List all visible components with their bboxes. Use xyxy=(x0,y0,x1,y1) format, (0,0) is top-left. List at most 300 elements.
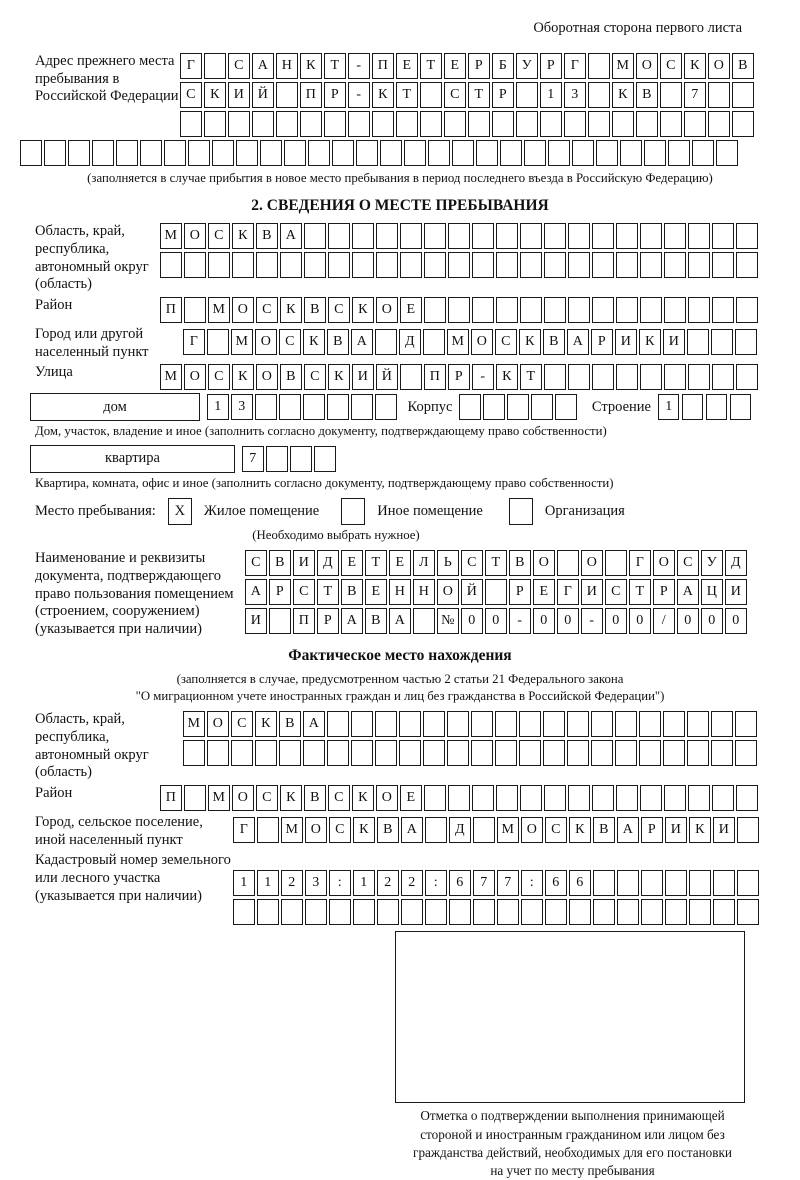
char-cell[interactable]: № xyxy=(437,608,459,634)
char-cell[interactable] xyxy=(351,394,373,420)
char-cell[interactable]: Т xyxy=(629,579,651,605)
char-cell[interactable]: Д xyxy=(449,817,471,843)
char-cell[interactable] xyxy=(496,252,518,278)
char-cell[interactable]: Б xyxy=(492,53,514,79)
char-cell[interactable] xyxy=(236,140,258,166)
char-cell[interactable] xyxy=(423,711,445,737)
char-cell[interactable]: Г xyxy=(629,550,651,576)
char-cell[interactable]: Т xyxy=(317,579,339,605)
char-cell[interactable] xyxy=(376,223,398,249)
char-cell[interactable] xyxy=(329,899,351,925)
char-cell[interactable] xyxy=(712,223,734,249)
char-cell[interactable]: О xyxy=(533,550,555,576)
char-cell[interactable] xyxy=(375,394,397,420)
char-cell[interactable]: К xyxy=(303,329,325,355)
char-cell[interactable] xyxy=(615,740,637,766)
char-cell[interactable]: Т xyxy=(324,53,346,79)
char-cell[interactable] xyxy=(212,140,234,166)
char-cell[interactable] xyxy=(519,740,541,766)
char-cell[interactable] xyxy=(423,740,445,766)
char-cell[interactable]: : xyxy=(521,870,543,896)
char-cell[interactable] xyxy=(116,140,138,166)
char-cell[interactable]: С xyxy=(245,550,267,576)
char-cell[interactable]: Н xyxy=(413,579,435,605)
char-cell[interactable] xyxy=(664,297,686,323)
char-cell[interactable] xyxy=(472,785,494,811)
char-cell[interactable]: Р xyxy=(591,329,613,355)
char-cell[interactable] xyxy=(428,140,450,166)
char-cell[interactable] xyxy=(712,364,734,390)
char-cell[interactable] xyxy=(520,252,542,278)
char-cell[interactable]: 7 xyxy=(684,82,706,108)
char-cell[interactable] xyxy=(617,870,639,896)
char-cell[interactable] xyxy=(447,740,469,766)
char-cell[interactable]: О xyxy=(376,785,398,811)
char-cell[interactable]: Й xyxy=(252,82,274,108)
char-cell[interactable]: С xyxy=(328,785,350,811)
char-cell[interactable] xyxy=(615,711,637,737)
char-cell[interactable] xyxy=(644,140,666,166)
char-cell[interactable]: Д xyxy=(317,550,339,576)
char-cell[interactable] xyxy=(711,329,733,355)
char-cell[interactable] xyxy=(471,740,493,766)
char-cell[interactable]: С xyxy=(605,579,627,605)
char-cell[interactable]: 0 xyxy=(677,608,699,634)
char-cell[interactable]: В xyxy=(636,82,658,108)
char-cell[interactable]: 7 xyxy=(473,870,495,896)
char-cell[interactable]: П xyxy=(372,53,394,79)
char-cell[interactable]: 1 xyxy=(353,870,375,896)
char-cell[interactable]: С xyxy=(328,297,350,323)
char-cell[interactable]: 1 xyxy=(257,870,279,896)
char-cell[interactable] xyxy=(471,711,493,737)
char-cell[interactable]: А xyxy=(389,608,411,634)
char-cell[interactable]: С xyxy=(304,364,326,390)
char-cell[interactable] xyxy=(688,297,710,323)
char-cell[interactable] xyxy=(543,711,565,737)
char-cell[interactable]: Н xyxy=(389,579,411,605)
char-cell[interactable]: О xyxy=(184,364,206,390)
char-cell[interactable]: 7 xyxy=(497,870,519,896)
char-cell[interactable]: В xyxy=(593,817,615,843)
char-cell[interactable] xyxy=(735,711,757,737)
char-cell[interactable] xyxy=(737,817,759,843)
char-cell[interactable] xyxy=(736,785,758,811)
char-cell[interactable] xyxy=(348,111,370,137)
char-cell[interactable] xyxy=(188,140,210,166)
char-cell[interactable] xyxy=(448,785,470,811)
char-cell[interactable]: Е xyxy=(389,550,411,576)
char-cell[interactable] xyxy=(708,82,730,108)
char-cell[interactable]: О xyxy=(207,711,229,737)
char-cell[interactable] xyxy=(207,329,229,355)
char-cell[interactable] xyxy=(400,223,422,249)
char-cell[interactable] xyxy=(568,223,590,249)
char-cell[interactable] xyxy=(424,297,446,323)
char-cell[interactable] xyxy=(640,785,662,811)
char-cell[interactable] xyxy=(164,140,186,166)
char-cell[interactable] xyxy=(372,111,394,137)
char-cell[interactable]: Т xyxy=(420,53,442,79)
char-cell[interactable] xyxy=(449,899,471,925)
char-cell[interactable] xyxy=(420,82,442,108)
char-cell[interactable] xyxy=(507,394,529,420)
char-cell[interactable] xyxy=(568,252,590,278)
char-cell[interactable] xyxy=(716,140,738,166)
char-cell[interactable]: - xyxy=(348,82,370,108)
char-cell[interactable] xyxy=(711,711,733,737)
char-cell[interactable]: О xyxy=(232,785,254,811)
char-cell[interactable] xyxy=(660,82,682,108)
char-cell[interactable] xyxy=(92,140,114,166)
char-cell[interactable]: К xyxy=(232,364,254,390)
char-cell[interactable] xyxy=(736,223,758,249)
char-cell[interactable] xyxy=(472,297,494,323)
char-cell[interactable] xyxy=(735,329,757,355)
char-cell[interactable] xyxy=(605,550,627,576)
char-cell[interactable]: О xyxy=(256,364,278,390)
char-cell[interactable]: У xyxy=(516,53,538,79)
char-cell[interactable]: С xyxy=(208,364,230,390)
char-cell[interactable]: М xyxy=(183,711,205,737)
checkbox-residential[interactable]: X xyxy=(168,498,192,525)
char-cell[interactable] xyxy=(452,140,474,166)
char-cell[interactable] xyxy=(712,252,734,278)
char-cell[interactable] xyxy=(399,711,421,737)
char-cell[interactable]: Т xyxy=(520,364,542,390)
char-cell[interactable]: М xyxy=(160,223,182,249)
char-cell[interactable] xyxy=(184,297,206,323)
char-cell[interactable]: О xyxy=(636,53,658,79)
char-cell[interactable]: - xyxy=(472,364,494,390)
char-cell[interactable] xyxy=(208,252,230,278)
char-cell[interactable] xyxy=(375,329,397,355)
char-cell[interactable]: Е xyxy=(396,53,418,79)
char-cell[interactable] xyxy=(483,394,505,420)
char-cell[interactable]: М xyxy=(447,329,469,355)
char-cell[interactable]: В xyxy=(509,550,531,576)
char-cell[interactable]: 1 xyxy=(207,394,229,420)
char-cell[interactable]: М xyxy=(160,364,182,390)
char-cell[interactable] xyxy=(207,740,229,766)
char-cell[interactable] xyxy=(568,297,590,323)
char-cell[interactable] xyxy=(737,870,759,896)
house-type-box[interactable]: дом xyxy=(30,393,200,421)
char-cell[interactable] xyxy=(687,329,709,355)
char-cell[interactable] xyxy=(280,252,302,278)
char-cell[interactable] xyxy=(557,550,579,576)
char-cell[interactable] xyxy=(304,223,326,249)
char-cell[interactable] xyxy=(592,785,614,811)
char-cell[interactable]: А xyxy=(280,223,302,249)
char-cell[interactable]: С xyxy=(444,82,466,108)
char-cell[interactable] xyxy=(569,899,591,925)
char-cell[interactable] xyxy=(524,140,546,166)
char-cell[interactable] xyxy=(496,785,518,811)
char-cell[interactable]: С xyxy=(461,550,483,576)
char-cell[interactable] xyxy=(308,140,330,166)
char-cell[interactable] xyxy=(689,870,711,896)
char-cell[interactable]: И xyxy=(352,364,374,390)
char-cell[interactable] xyxy=(284,140,306,166)
char-cell[interactable] xyxy=(639,711,661,737)
char-cell[interactable] xyxy=(68,140,90,166)
char-cell[interactable]: И xyxy=(245,608,267,634)
char-cell[interactable] xyxy=(688,252,710,278)
char-cell[interactable]: Е xyxy=(365,579,387,605)
apartment-type-box[interactable]: квартира xyxy=(30,445,235,473)
char-cell[interactable] xyxy=(376,252,398,278)
char-cell[interactable] xyxy=(572,140,594,166)
char-cell[interactable]: С xyxy=(545,817,567,843)
char-cell[interactable] xyxy=(424,223,446,249)
char-cell[interactable]: М xyxy=(612,53,634,79)
char-cell[interactable]: К xyxy=(569,817,591,843)
char-cell[interactable] xyxy=(520,223,542,249)
char-cell[interactable] xyxy=(472,223,494,249)
char-cell[interactable] xyxy=(688,785,710,811)
char-cell[interactable] xyxy=(689,899,711,925)
char-cell[interactable]: 1 xyxy=(233,870,255,896)
char-cell[interactable] xyxy=(140,140,162,166)
char-cell[interactable]: И xyxy=(581,579,603,605)
char-cell[interactable] xyxy=(332,140,354,166)
char-cell[interactable] xyxy=(664,364,686,390)
char-cell[interactable]: С xyxy=(228,53,250,79)
char-cell[interactable] xyxy=(640,364,662,390)
char-cell[interactable]: Р xyxy=(641,817,663,843)
char-cell[interactable] xyxy=(324,111,346,137)
char-cell[interactable] xyxy=(448,252,470,278)
char-cell[interactable]: В xyxy=(304,297,326,323)
char-cell[interactable] xyxy=(730,394,752,420)
char-cell[interactable]: Д xyxy=(399,329,421,355)
char-cell[interactable]: Ь xyxy=(437,550,459,576)
char-cell[interactable] xyxy=(496,223,518,249)
char-cell[interactable] xyxy=(255,740,277,766)
char-cell[interactable]: 7 xyxy=(242,446,264,472)
char-cell[interactable]: В xyxy=(327,329,349,355)
char-cell[interactable] xyxy=(665,899,687,925)
char-cell[interactable] xyxy=(404,140,426,166)
char-cell[interactable]: П xyxy=(160,785,182,811)
char-cell[interactable]: К xyxy=(352,785,374,811)
char-cell[interactable]: С xyxy=(256,297,278,323)
char-cell[interactable] xyxy=(497,899,519,925)
char-cell[interactable]: 1 xyxy=(540,82,562,108)
char-cell[interactable]: К xyxy=(689,817,711,843)
char-cell[interactable]: Т xyxy=(485,550,507,576)
char-cell[interactable] xyxy=(400,252,422,278)
char-cell[interactable] xyxy=(688,223,710,249)
char-cell[interactable]: Г xyxy=(233,817,255,843)
char-cell[interactable] xyxy=(472,252,494,278)
char-cell[interactable]: 1 xyxy=(658,394,680,420)
char-cell[interactable] xyxy=(687,740,709,766)
char-cell[interactable] xyxy=(232,252,254,278)
char-cell[interactable]: П xyxy=(160,297,182,323)
char-cell[interactable]: П xyxy=(293,608,315,634)
char-cell[interactable]: А xyxy=(401,817,423,843)
char-cell[interactable] xyxy=(640,252,662,278)
char-cell[interactable] xyxy=(266,446,288,472)
char-cell[interactable]: Д xyxy=(725,550,747,576)
char-cell[interactable]: О xyxy=(653,550,675,576)
char-cell[interactable] xyxy=(713,870,735,896)
char-cell[interactable]: М xyxy=(231,329,253,355)
char-cell[interactable] xyxy=(351,740,373,766)
char-cell[interactable]: С xyxy=(256,785,278,811)
char-cell[interactable] xyxy=(257,817,279,843)
char-cell[interactable]: К xyxy=(255,711,277,737)
char-cell[interactable] xyxy=(531,394,553,420)
char-cell[interactable]: О xyxy=(437,579,459,605)
char-cell[interactable] xyxy=(736,364,758,390)
char-cell[interactable]: 0 xyxy=(701,608,723,634)
char-cell[interactable] xyxy=(425,899,447,925)
char-cell[interactable] xyxy=(300,111,322,137)
char-cell[interactable] xyxy=(314,446,336,472)
char-cell[interactable] xyxy=(548,140,570,166)
char-cell[interactable]: И xyxy=(293,550,315,576)
char-cell[interactable] xyxy=(303,740,325,766)
char-cell[interactable] xyxy=(304,252,326,278)
char-cell[interactable] xyxy=(279,394,301,420)
char-cell[interactable] xyxy=(732,111,754,137)
char-cell[interactable]: П xyxy=(424,364,446,390)
char-cell[interactable] xyxy=(380,140,402,166)
char-cell[interactable] xyxy=(687,711,709,737)
char-cell[interactable] xyxy=(664,252,686,278)
char-cell[interactable] xyxy=(692,140,714,166)
char-cell[interactable] xyxy=(519,711,541,737)
char-cell[interactable] xyxy=(231,740,253,766)
char-cell[interactable]: 0 xyxy=(605,608,627,634)
char-cell[interactable] xyxy=(544,223,566,249)
char-cell[interactable] xyxy=(495,740,517,766)
char-cell[interactable]: И xyxy=(665,817,687,843)
char-cell[interactable]: С xyxy=(231,711,253,737)
char-cell[interactable]: К xyxy=(519,329,541,355)
char-cell[interactable]: Р xyxy=(448,364,470,390)
char-cell[interactable] xyxy=(588,82,610,108)
char-cell[interactable]: 3 xyxy=(231,394,253,420)
char-cell[interactable]: К xyxy=(612,82,634,108)
char-cell[interactable] xyxy=(544,364,566,390)
char-cell[interactable]: М xyxy=(281,817,303,843)
char-cell[interactable] xyxy=(663,711,685,737)
char-cell[interactable]: В xyxy=(377,817,399,843)
char-cell[interactable]: В xyxy=(365,608,387,634)
char-cell[interactable] xyxy=(732,82,754,108)
char-cell[interactable] xyxy=(353,899,375,925)
char-cell[interactable] xyxy=(640,297,662,323)
char-cell[interactable] xyxy=(255,394,277,420)
char-cell[interactable] xyxy=(664,223,686,249)
char-cell[interactable]: К xyxy=(232,223,254,249)
char-cell[interactable] xyxy=(375,740,397,766)
char-cell[interactable] xyxy=(736,297,758,323)
char-cell[interactable] xyxy=(616,223,638,249)
char-cell[interactable] xyxy=(459,394,481,420)
char-cell[interactable] xyxy=(593,899,615,925)
char-cell[interactable] xyxy=(260,140,282,166)
char-cell[interactable] xyxy=(620,140,642,166)
char-cell[interactable] xyxy=(281,899,303,925)
char-cell[interactable] xyxy=(592,364,614,390)
char-cell[interactable]: В xyxy=(280,364,302,390)
char-cell[interactable]: 2 xyxy=(377,870,399,896)
char-cell[interactable] xyxy=(588,53,610,79)
char-cell[interactable]: Ц xyxy=(701,579,723,605)
char-cell[interactable]: В xyxy=(269,550,291,576)
char-cell[interactable]: И xyxy=(615,329,637,355)
char-cell[interactable] xyxy=(423,329,445,355)
char-cell[interactable]: А xyxy=(303,711,325,737)
char-cell[interactable] xyxy=(500,140,522,166)
char-cell[interactable] xyxy=(473,817,495,843)
char-cell[interactable] xyxy=(641,870,663,896)
char-cell[interactable] xyxy=(290,446,312,472)
char-cell[interactable]: Р xyxy=(317,608,339,634)
char-cell[interactable]: 2 xyxy=(281,870,303,896)
char-cell[interactable] xyxy=(636,111,658,137)
char-cell[interactable]: Е xyxy=(400,297,422,323)
char-cell[interactable]: Т xyxy=(365,550,387,576)
char-cell[interactable] xyxy=(616,252,638,278)
char-cell[interactable]: / xyxy=(653,608,675,634)
char-cell[interactable] xyxy=(592,252,614,278)
char-cell[interactable]: К xyxy=(352,297,374,323)
char-cell[interactable]: Й xyxy=(461,579,483,605)
char-cell[interactable]: К xyxy=(684,53,706,79)
char-cell[interactable]: А xyxy=(245,579,267,605)
char-cell[interactable]: В xyxy=(256,223,278,249)
char-cell[interactable] xyxy=(257,899,279,925)
char-cell[interactable] xyxy=(663,740,685,766)
char-cell[interactable] xyxy=(377,899,399,925)
char-cell[interactable] xyxy=(44,140,66,166)
char-cell[interactable] xyxy=(204,53,226,79)
char-cell[interactable]: М xyxy=(208,297,230,323)
char-cell[interactable]: Г xyxy=(564,53,586,79)
char-cell[interactable]: О xyxy=(232,297,254,323)
char-cell[interactable] xyxy=(356,140,378,166)
char-cell[interactable]: Е xyxy=(400,785,422,811)
char-cell[interactable] xyxy=(447,711,469,737)
char-cell[interactable]: Р xyxy=(492,82,514,108)
char-cell[interactable]: К xyxy=(300,53,322,79)
char-cell[interactable] xyxy=(276,111,298,137)
char-cell[interactable] xyxy=(591,711,613,737)
char-cell[interactable] xyxy=(252,111,274,137)
char-cell[interactable]: - xyxy=(581,608,603,634)
char-cell[interactable] xyxy=(520,297,542,323)
char-cell[interactable] xyxy=(592,223,614,249)
char-cell[interactable] xyxy=(375,711,397,737)
char-cell[interactable]: Р xyxy=(653,579,675,605)
char-cell[interactable] xyxy=(233,899,255,925)
char-cell[interactable] xyxy=(468,111,490,137)
char-cell[interactable]: К xyxy=(204,82,226,108)
checkbox-organization[interactable] xyxy=(509,498,533,525)
char-cell[interactable]: К xyxy=(496,364,518,390)
char-cell[interactable] xyxy=(665,870,687,896)
char-cell[interactable]: Е xyxy=(341,550,363,576)
char-cell[interactable] xyxy=(593,870,615,896)
char-cell[interactable]: С xyxy=(180,82,202,108)
char-cell[interactable]: 0 xyxy=(461,608,483,634)
